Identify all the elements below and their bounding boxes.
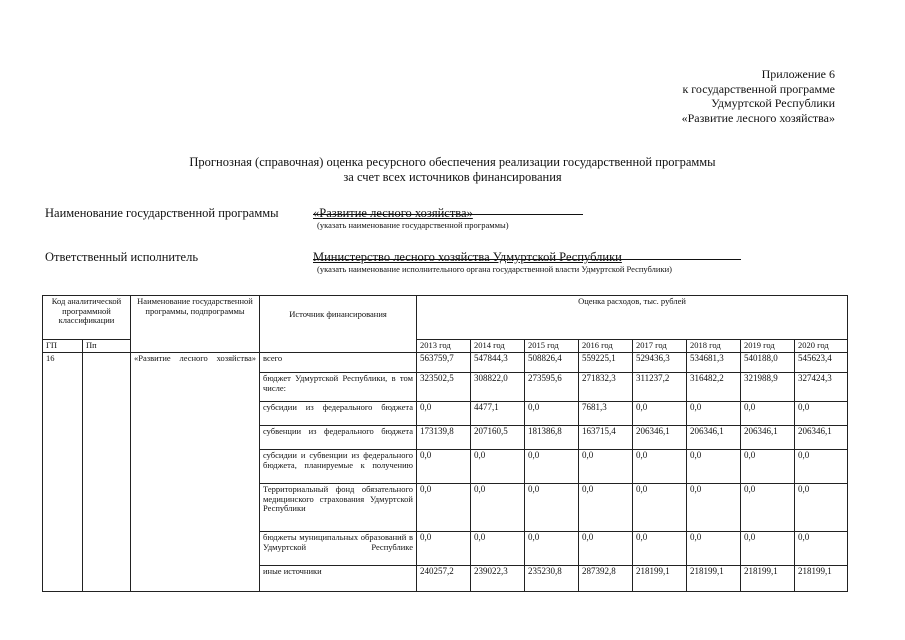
value-cell: 0,0 [525,450,579,484]
resource-table [42,295,848,592]
year-header: 2020 год [795,340,848,353]
value-cell: 0,0 [741,484,795,532]
value-cell: 316482,2 [687,373,741,402]
value-cell: 271832,3 [579,373,633,402]
value-cell: 0,0 [687,450,741,484]
value-cell: 0,0 [633,450,687,484]
value-cell: 540188,0 [741,353,795,373]
value-cell: 534681,3 [687,353,741,373]
year-header: 2017 год [633,340,687,353]
source-cell: иные источники [260,566,417,592]
value-cell: 0,0 [633,484,687,532]
value-cell: 0,0 [633,402,687,426]
value-cell: 311237,2 [633,373,687,402]
value-cell: 4477,1 [471,402,525,426]
value-cell: 308822,0 [471,373,525,402]
value-cell: 0,0 [579,450,633,484]
year-header: 2018 год [687,340,741,353]
executor-value: Министерство лесного хозяйства Удмуртской Республики [313,250,622,264]
value-cell: 218199,1 [741,566,795,592]
value-cell: 323502,5 [417,373,471,402]
value-cell: 0,0 [795,532,848,566]
title-line: Прогнозная (справочная) оценка ресурсного обеспечения реализации государственной программы [189,155,716,169]
pp-code [83,353,131,592]
value-cell: 0,0 [471,532,525,566]
header-name: Наименование государственной программы, подпрограммы [131,296,260,353]
value-cell: 206346,1 [741,426,795,450]
appendix-line: к государственной программе [682,81,835,96]
year-header: 2015 год [525,340,579,353]
value-cell: 0,0 [417,450,471,484]
program-underline [313,214,583,215]
value-cell: 206346,1 [687,426,741,450]
value-cell: 0,0 [687,532,741,566]
value-cell: 545623,4 [795,353,848,373]
year-header: 2019 год [741,340,795,353]
value-cell: 287392,8 [579,566,633,592]
header-gp: ГП [43,340,83,353]
value-cell: 206346,1 [633,426,687,450]
value-cell: 0,0 [525,402,579,426]
header-code: Код аналитической программной классификации [43,296,131,340]
program-value: «Развитие лесного хозяйства» [313,206,473,220]
value-cell: 181386,8 [525,426,579,450]
value-cell: 0,0 [687,402,741,426]
document-title [0,155,905,184]
value-cell: 0,0 [417,402,471,426]
year-header: 2013 год [417,340,471,353]
value-cell: 0,0 [633,532,687,566]
value-cell: 0,0 [417,532,471,566]
source-cell: всего [260,353,417,373]
value-cell: 218199,1 [633,566,687,592]
program-note: (указать наименование государственной программы) [317,220,509,230]
value-cell: 0,0 [525,484,579,532]
year-header: 2016 год [579,340,633,353]
program-name-cell: «Развитие лесного хозяйства» [131,353,260,592]
value-cell: 206346,1 [795,426,848,450]
year-header: 2014 год [471,340,525,353]
value-cell: 239022,3 [471,566,525,592]
value-cell: 559225,1 [579,353,633,373]
source-cell: бюджеты муниципальных образований в Удмуртской Республике [260,532,417,566]
value-cell: 0,0 [795,484,848,532]
value-cell: 508826,4 [525,353,579,373]
appendix-line: «Развитие лесного хозяйства» [681,110,835,125]
value-cell: 207160,5 [471,426,525,450]
value-cell: 173139,8 [417,426,471,450]
source-cell: бюджет Удмуртской Республики, в том числе: [260,373,417,402]
title-line: за счет всех источников финансирования [343,169,562,184]
source-cell: Территориальный фонд обязательного медицинского страхования Удмуртской Республики [260,484,417,532]
source-cell: субвенции из федерального бюджета [260,426,417,450]
value-cell: 163715,4 [579,426,633,450]
appendix-block [682,67,835,125]
executor-note: (указать наименование исполнительного органа государственной власти Удмуртской Республики) [317,264,672,274]
value-cell: 327424,3 [795,373,848,402]
header-pp: Пп [83,340,131,353]
value-cell: 235230,8 [525,566,579,592]
value-cell: 0,0 [417,484,471,532]
value-cell: 218199,1 [687,566,741,592]
value-cell: 0,0 [471,450,525,484]
value-cell: 273595,6 [525,373,579,402]
header-source: Источник финансирования [260,296,417,353]
value-cell: 0,0 [741,450,795,484]
value-cell: 0,0 [579,532,633,566]
header-estimate: Оценка расходов, тыс. рублей [417,296,848,340]
source-cell: субсидии и субвенции из федерального бюджета, планируемые к получению [260,450,417,484]
executor-underline [313,259,741,260]
appendix-line: Приложение 6 [761,67,835,81]
source-cell: субсидии из федерального бюджета [260,402,417,426]
program-label: Наименование государственной программы [45,206,279,220]
gp-code: 16 [43,353,83,592]
value-cell: 547844,3 [471,353,525,373]
value-cell: 0,0 [525,532,579,566]
value-cell: 321988,9 [741,373,795,402]
value-cell: 0,0 [687,484,741,532]
value-cell: 563759,7 [417,353,471,373]
value-cell: 7681,3 [579,402,633,426]
value-cell: 0,0 [471,484,525,532]
appendix-line: Удмуртской Республики [711,96,835,110]
value-cell: 240257,2 [417,566,471,592]
value-cell: 529436,3 [633,353,687,373]
value-cell: 0,0 [741,532,795,566]
value-cell: 0,0 [795,402,848,426]
value-cell: 218199,1 [795,566,848,592]
value-cell: 0,0 [795,450,848,484]
value-cell: 0,0 [579,484,633,532]
value-cell: 0,0 [741,402,795,426]
executor-label: Ответственный исполнитель [45,250,199,264]
